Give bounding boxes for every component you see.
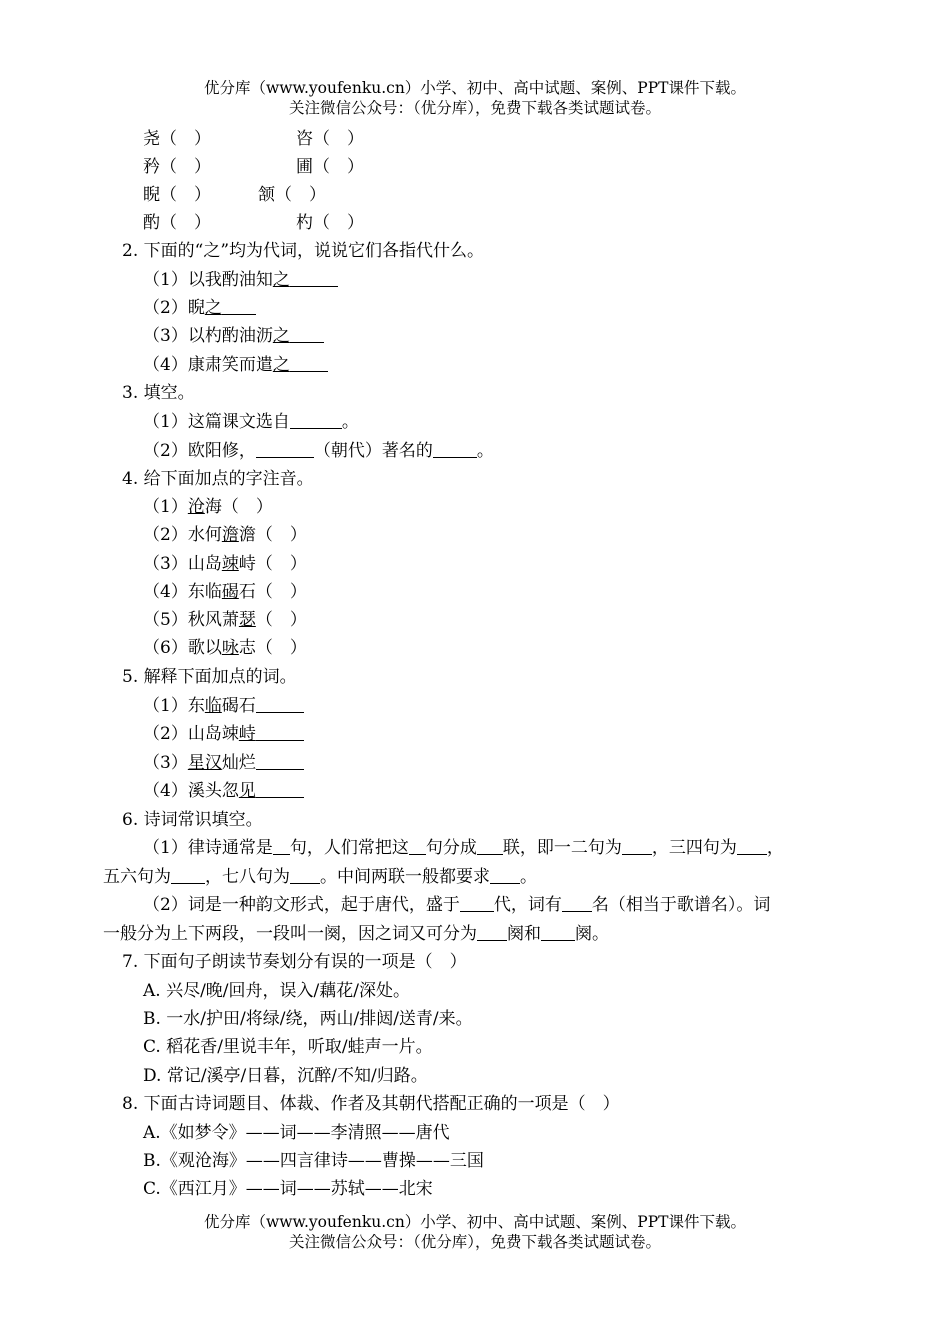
answer-blank bbox=[433, 439, 477, 458]
question-8-title: 8. 下面古诗词题目、体裁、作者及其朝代搭配正确的一项是（ ） bbox=[122, 1094, 620, 1114]
q8-option-a: A.《如梦令》——词——李清照——唐代 bbox=[143, 1123, 450, 1143]
header-line-1: 优分库（www.youfenku.cn）小学、初中、高中试题、案例、PPT课件下载。 bbox=[203, 79, 747, 97]
answer-blank bbox=[737, 836, 767, 855]
q4-item: （5）秋风萧瑟（ ） bbox=[143, 610, 307, 630]
marked-word: 星汉 bbox=[187, 753, 222, 773]
q2-item: （1）以我酌油知之 bbox=[0, 266, 950, 294]
answer-blank bbox=[222, 296, 256, 315]
marked-char: 之 bbox=[204, 298, 222, 318]
q8-option-b: B.《观沧海》——四言律诗——曹操——三国 bbox=[143, 1151, 484, 1171]
marked-char: 碣 bbox=[221, 582, 239, 602]
answer-blank bbox=[290, 865, 320, 884]
answer-blank bbox=[562, 893, 592, 912]
q7-option-b: B. 一水/护田/将绿/绕，两山/排闼/送青/来。 bbox=[143, 1009, 473, 1029]
char-item: 酌（ ） bbox=[143, 213, 211, 233]
q3-line-2: （2）欧阳修， （朝代）著名的 。 bbox=[143, 441, 494, 461]
q2-item: （3）以杓酌油沥之 bbox=[0, 322, 950, 350]
marked-char: 之 bbox=[272, 355, 290, 375]
answer-blank bbox=[477, 836, 503, 855]
answer-blank bbox=[409, 836, 426, 855]
answer-blank bbox=[460, 893, 494, 912]
marked-char: 咏 bbox=[221, 638, 239, 658]
answer-blank bbox=[622, 836, 652, 855]
marked-char: 瑟 bbox=[238, 610, 256, 630]
marked-word: 峙 bbox=[238, 724, 256, 744]
question-7-title: 7. 下面句子朗读节奏划分有误的一项是（ ） bbox=[122, 952, 467, 972]
marked-char: 竦 bbox=[221, 554, 239, 574]
marked-char: 澹 bbox=[221, 525, 239, 545]
answer-blank bbox=[256, 722, 304, 741]
char-item: 睨（ ） bbox=[143, 185, 211, 205]
q8-option-c: C.《西江月》——词——苏轼——北宋 bbox=[143, 1179, 433, 1199]
char-item: 矜（ ） bbox=[143, 157, 211, 177]
answer-blank bbox=[273, 836, 290, 855]
question-6-title: 6. 诗词常识填空。 bbox=[122, 810, 263, 830]
q6-para-2: （2）词是一种韵文形式，起于唐代，盛于 代，词有 名（相当于歌谱名）。词 bbox=[143, 895, 771, 915]
char-item: 咨（ ） bbox=[296, 129, 364, 149]
q4-item: （1）沧海（ ） bbox=[143, 497, 273, 517]
answer-blank bbox=[256, 439, 314, 458]
char-row bbox=[0, 153, 950, 181]
char-item: 颔（ ） bbox=[258, 185, 326, 205]
marked-word: 临 bbox=[204, 696, 222, 716]
q7-option-d: D. 常记/溪亭/日暮，沉醉/不知/归路。 bbox=[143, 1066, 428, 1086]
char-item: 圃（ ） bbox=[296, 157, 364, 177]
q3-line-1: （1）这篇课文选自 。 bbox=[143, 412, 359, 432]
q2-item: （4）康肃笑而遣之 bbox=[0, 351, 950, 379]
question-5-title: 5. 解释下面加点的词。 bbox=[122, 667, 297, 687]
answer-blank bbox=[290, 410, 342, 429]
char-item: 杓（ ） bbox=[296, 213, 364, 233]
answer-blank bbox=[256, 779, 304, 798]
question-4-title: 4. 给下面加点的字注音。 bbox=[122, 469, 314, 489]
q4-item: （4）东临碣石（ ） bbox=[143, 582, 307, 602]
q4-item: （6）歌以咏志（ ） bbox=[143, 638, 307, 658]
answer-blank bbox=[171, 865, 205, 884]
q5-item: （3）星汉灿烂 bbox=[0, 749, 950, 777]
answer-blank bbox=[290, 353, 328, 372]
char-row bbox=[0, 125, 950, 153]
q5-item: （4）溪头忽见 bbox=[0, 777, 950, 805]
q7-option-c: C. 稻花香/里说丰年，听取/蛙声一片。 bbox=[143, 1037, 433, 1057]
answer-blank bbox=[256, 694, 304, 713]
q5-item: （1）东临碣石 bbox=[0, 692, 950, 720]
answer-blank bbox=[290, 324, 324, 343]
header-line-2: 关注微信公众号：（优分库），免费下载各类试题试卷。 bbox=[288, 99, 661, 117]
answer-blank bbox=[541, 922, 575, 941]
footer-line-1: 优分库（www.youfenku.cn）小学、初中、高中试题、案例、PPT课件下载。 bbox=[203, 1213, 747, 1231]
answer-blank bbox=[477, 922, 507, 941]
marked-char: 之 bbox=[272, 270, 290, 290]
answer-blank bbox=[290, 268, 338, 287]
marked-char: 之 bbox=[272, 326, 290, 346]
marked-word: 见 bbox=[238, 781, 256, 801]
marked-char: 沧 bbox=[187, 497, 205, 517]
q6-para-2-cont: 一般分为上下两段，一段叫一阕，因之词又可分为 阕和 阕。 bbox=[103, 924, 609, 944]
question-2-title: 2. 下面的“之”均为代词，说说它们各指代什么。 bbox=[122, 241, 485, 261]
q7-option-a: A. 兴尽/晚/回舟，误入/藕花/深处。 bbox=[143, 981, 410, 1001]
answer-blank bbox=[490, 865, 520, 884]
question-3-title: 3. 填空。 bbox=[122, 383, 195, 403]
char-item: 尧（ ） bbox=[143, 129, 211, 149]
q6-para-1-cont: 五六句为 ，七八句为 。中间两联一般都要求 。 bbox=[103, 867, 537, 887]
char-row bbox=[0, 209, 950, 237]
q4-item: （3）山岛竦峙（ ） bbox=[143, 554, 307, 574]
answer-blank bbox=[256, 751, 304, 770]
q2-item: （2）睨之 bbox=[0, 294, 950, 322]
q4-item: （2）水何澹澹（ ） bbox=[143, 525, 307, 545]
char-row bbox=[0, 181, 950, 209]
footer-line-2: 关注微信公众号：（优分库），免费下载各类试题试卷。 bbox=[288, 1233, 661, 1251]
q6-para-1: （1）律诗通常是 句，人们常把这 句分成 联，即一二句为 ，三四句为 ， bbox=[143, 838, 784, 858]
q5-item: （2）山岛竦峙 bbox=[0, 720, 950, 748]
